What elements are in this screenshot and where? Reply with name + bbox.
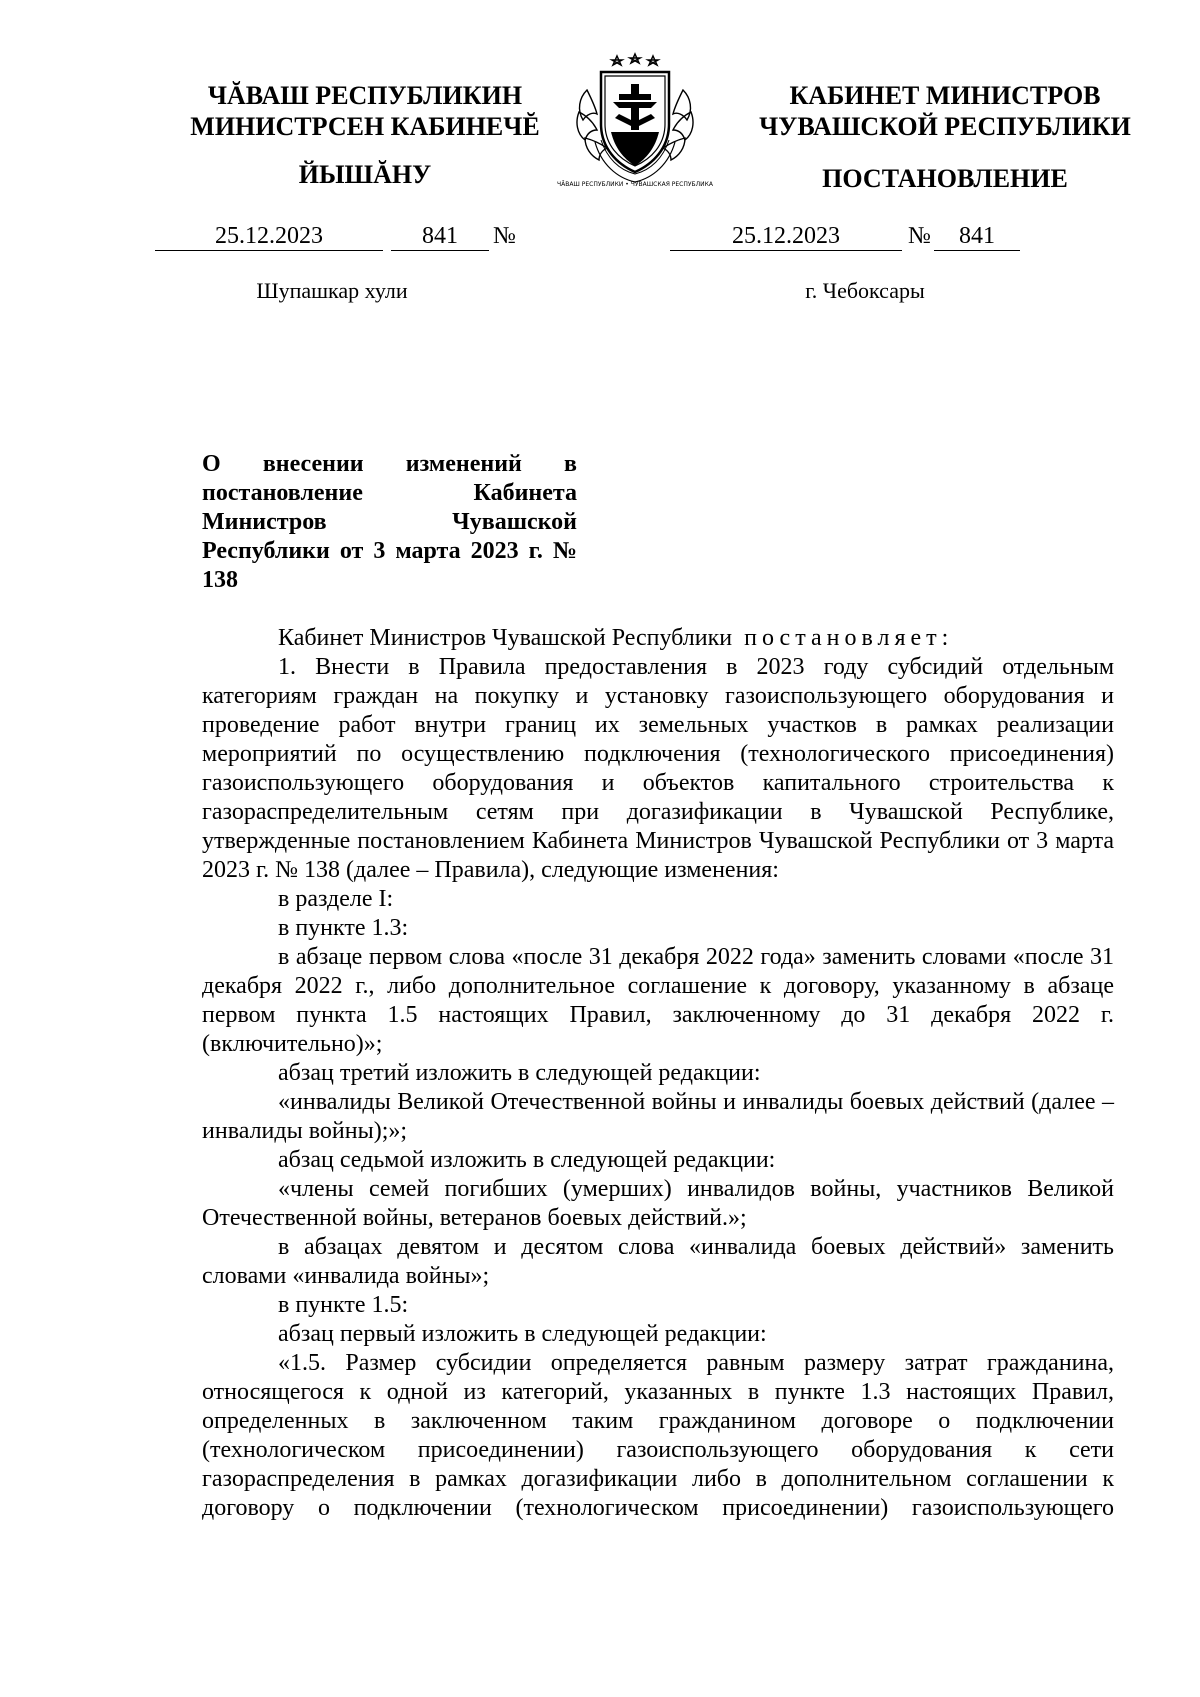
intro-verb: постановляет: (744, 625, 954, 651)
header-right-line1: КАБИНЕТ МИНИСТРОВ (789, 81, 1101, 110)
body-paragraph: «1.5. Размер субсидии определяется равным размеру затрат гражданина, относящегося к одной из категорий, указанных в пункте 1.3 настоящих Правил, определенных в заключенном таким гражданином договоре о подключении (технологическом присоединении) газоиспользующего оборудования к сети газораспределения в рамках догазификации либо в дополнительном соглашении к договору о подключении (технологическом присоединении) газоиспользующего (202, 1350, 1114, 1521)
body-paragraph: в разделе I: (278, 886, 394, 912)
header-right-line2: ЧУВАШСКОЙ РЕСПУБЛИКИ (759, 112, 1131, 141)
right-number: 841 (934, 222, 1020, 251)
body-paragraph: в абзаце первом слова «после 31 декабря 2022 года» заменить словами «после 31 декабря 2022 г., либо дополнительное соглашение к договору, указанному в абзаце первом пункта 1.5 настоящих Правил, заключенному до 31 декабря 2022 г. (включительно)»; (202, 944, 1114, 1057)
intro-paragraph (202, 624, 1114, 653)
header-left-title: ЙЫШĂНУ (298, 160, 432, 189)
left-no-sign: № (493, 223, 516, 249)
header-left-line1: ЧĂВАШ РЕСПУБЛИКИН (207, 81, 523, 110)
right-date: 25.12.2023 (670, 222, 902, 251)
body-paragraph: абзац третий изложить в следующей редакции: (278, 1060, 761, 1086)
left-city: Шупашкар хули (256, 278, 408, 303)
body-paragraph: абзац первый изложить в следующей редакции: (278, 1321, 767, 1347)
header-left-org (150, 80, 580, 142)
left-number: 841 (391, 222, 489, 251)
right-date-row (670, 222, 1090, 252)
body-paragraph: в абзацах девятом и десятом слова «инвалида боевых действий» заменить словами «инвалида войны»; (202, 1234, 1114, 1289)
body-paragraph: 1. Внести в Правила предоставления в 2023 году субсидий отдельным категориям граждан на покупку и установку газоиспользующего оборудования и проведение работ внутри границ их земельных участков в рамках реализации мероприятий по осуществлению подключения (технологического присоединения) газоиспользующего оборудования и объектов капитального строительства к газораспределительным сетям при догазификации в Чувашской Республике, утвержденные постановлением Кабинета Министров Чувашской Республики от 3 марта 2023 г. № 138 (далее – Правила), следующие изменения: (202, 654, 1114, 883)
right-no-sign: № (908, 223, 931, 249)
body-paragraph: «инвалиды Великой Отечественной войны и инвалиды боевых действий (далее – инвалиды войны);»; (202, 1089, 1114, 1144)
coat-of-arms-emblem (556, 50, 714, 190)
document-subject: О внесении изменений в постановление Кабинета Министров Чувашской Республики от 3 марта 2023 г. № 138 (202, 451, 577, 593)
body-paragraph: в пункте 1.5: (278, 1292, 409, 1318)
header-right-title: ПОСТАНОВЛЕНИЕ (822, 164, 1068, 193)
header-right-org (730, 80, 1160, 142)
body-paragraph: абзац седьмой изложить в следующей редакции: (278, 1147, 776, 1173)
intro-lead: Кабинет Министров Чувашской Республики (278, 625, 733, 651)
left-date: 25.12.2023 (155, 222, 383, 251)
right-city: г. Чебоксары (805, 278, 925, 303)
document-body (202, 624, 1114, 1523)
body-paragraph: в пункте 1.3: (278, 915, 409, 941)
left-date-row (155, 222, 555, 252)
emblem-ring-text: ЧĂВАШ РЕСПУБЛИКИ • ЧУВАШСКАЯ РЕСПУБЛИКА (556, 181, 714, 188)
header-left-line2: МИНИСТРСЕН КАБИНЕЧĔ (190, 112, 540, 141)
body-paragraph: «члены семей погибших (умерших) инвалидов войны, участников Великой Отечественной войны, ветеранов боевых действий.»; (202, 1176, 1114, 1231)
